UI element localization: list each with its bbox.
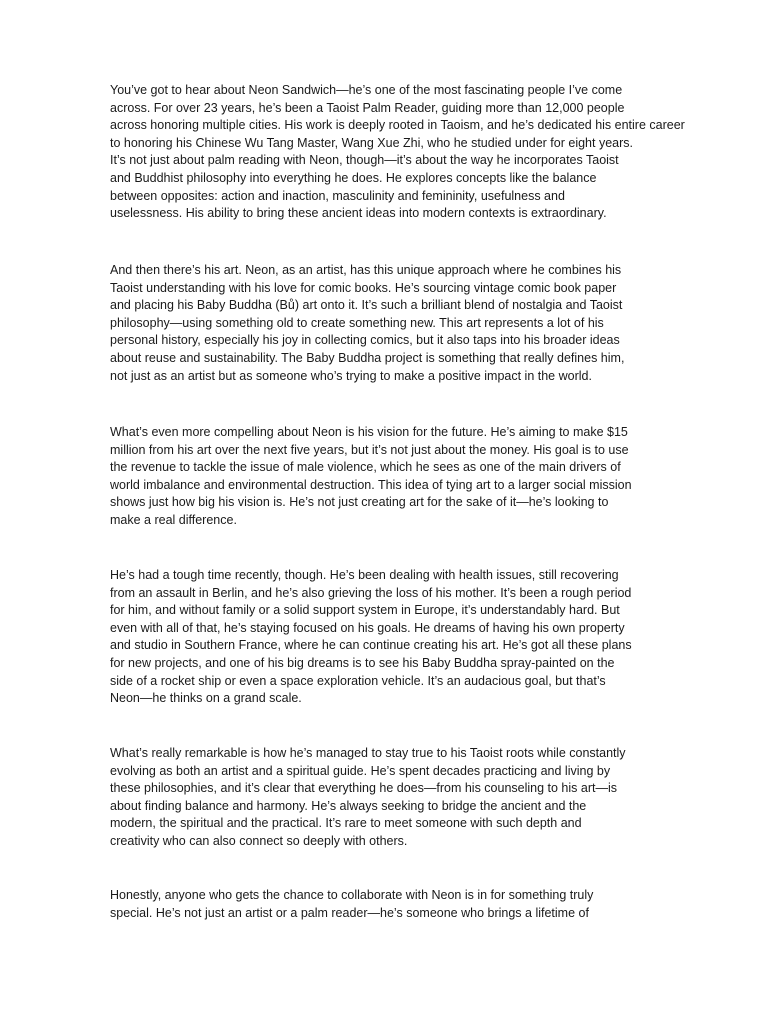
text-line: million from his art over the next five years, but it’s not just about the money. His goal is to use bbox=[110, 442, 629, 457]
text-line: What’s even more compelling about Neon is his vision for the future. He’s aiming to make $15 bbox=[110, 425, 628, 439]
text-line: And then there’s his art. Neon, as an artist, has this unique approach where he combines his bbox=[110, 263, 622, 277]
text-line: about finding balance and harmony. He’s always seeking to bridge the ancient and the bbox=[110, 798, 587, 813]
text-line: across honoring multiple cities. His work is deeply rooted in Taoism, and he’s dedicated his entire career bbox=[110, 118, 685, 133]
paragraph-3 bbox=[110, 424, 632, 530]
text-line: It’s not just about palm reading with Neon, though—it’s about the way he incorporates Taoist bbox=[110, 153, 619, 168]
text-line: Honestly, anyone who gets the chance to collaborate with Neon is in for something truly bbox=[110, 888, 594, 902]
text-line: to honoring his Chinese Wu Tang Master, Wang Xue Zhi, who he studied under for eight years. bbox=[110, 135, 633, 150]
text-line: creativity who can also connect so deeply with others. bbox=[110, 833, 408, 848]
text-line: Neon—he thinks on a grand scale. bbox=[110, 691, 302, 706]
text-line: make a real difference. bbox=[110, 512, 237, 527]
text-line: and Buddhist philosophy into everything he does. He explores concepts like the balance bbox=[110, 170, 597, 185]
text-line: not just as an artist but as someone who’s trying to make a positive impact in the world. bbox=[110, 368, 592, 383]
text-line: Taoist understanding with his love for comic books. He’s sourcing vintage comic book paper bbox=[110, 280, 617, 295]
text-line: and studio in Southern France, where he can continue creating his art. He’s got all these plans bbox=[110, 638, 632, 653]
text-line: even with all of that, he’s staying focused on his goals. He dreams of having his own property bbox=[110, 620, 625, 635]
text-line: for him, and without family or a solid support system in Europe, it’s understandably hard. But bbox=[110, 603, 620, 618]
text-line: and placing his Baby Buddha (Bů) art onto it. It’s such a brilliant blend of nostalgia and Taoist bbox=[110, 298, 623, 313]
text-line: You’ve got to hear about Neon Sandwich—he’s one of the most fascinating people I’ve come bbox=[110, 83, 623, 97]
text-line: the revenue to tackle the issue of male violence, which he sees as one of the main drivers of bbox=[110, 460, 621, 475]
text-line: uselessness. His ability to bring these ancient ideas into modern contexts is extraordinary. bbox=[110, 206, 607, 221]
text-line: these philosophies, and it’s clear that everything he does—from his counseling to his art—is bbox=[110, 781, 617, 796]
text-line: modern, the spiritual and the practical. It’s rare to meet someone with such depth and bbox=[110, 816, 582, 831]
text-line: side of a rocket ship or even a space exploration vehicle. It’s an audacious goal, but that’s bbox=[110, 673, 606, 688]
paragraph-6 bbox=[110, 887, 593, 922]
paragraph-2 bbox=[110, 262, 624, 385]
text-line: What’s really remarkable is how he’s managed to stay true to his Taoist roots while constantly bbox=[110, 746, 626, 760]
text-line: between opposites: action and inaction, masculinity and femininity, usefulness and bbox=[110, 188, 565, 203]
text-line: personal history, especially his joy in collecting comics, but it also taps into his broader ideas bbox=[110, 333, 620, 348]
text-line: He’s had a tough time recently, though. He’s been dealing with health issues, still recovering bbox=[110, 568, 619, 582]
text-line: philosophy—using something old to create something new. This art represents a lot of his bbox=[110, 315, 604, 330]
text-line: about reuse and sustainability. The Baby Buddha project is something that really defines him, bbox=[110, 350, 625, 365]
paragraph-5 bbox=[110, 745, 626, 851]
text-line: from an assault in Berlin, and he’s also grieving the loss of his mother. It’s been a rough period bbox=[110, 585, 632, 600]
text-line: world imbalance and environmental destruction. This idea of tying art to a larger social mission bbox=[110, 477, 632, 492]
paragraph-1 bbox=[110, 82, 685, 223]
paragraph-4 bbox=[110, 567, 632, 708]
text-line: evolving as both an artist and a spiritual guide. He’s spent decades practicing and living by bbox=[110, 763, 611, 778]
text-line: across. For over 23 years, he’s been a Taoist Palm Reader, guiding more than 12,000 people bbox=[110, 100, 625, 115]
text-line: special. He’s not just an artist or a palm reader—he’s someone who brings a lifetime of bbox=[110, 905, 589, 920]
text-line: shows just how big his vision is. He’s not just creating art for the sake of it—he’s looking to bbox=[110, 495, 609, 510]
text-line: for new projects, and one of his big dreams is to see his Baby Buddha spray-painted on the bbox=[110, 655, 615, 670]
